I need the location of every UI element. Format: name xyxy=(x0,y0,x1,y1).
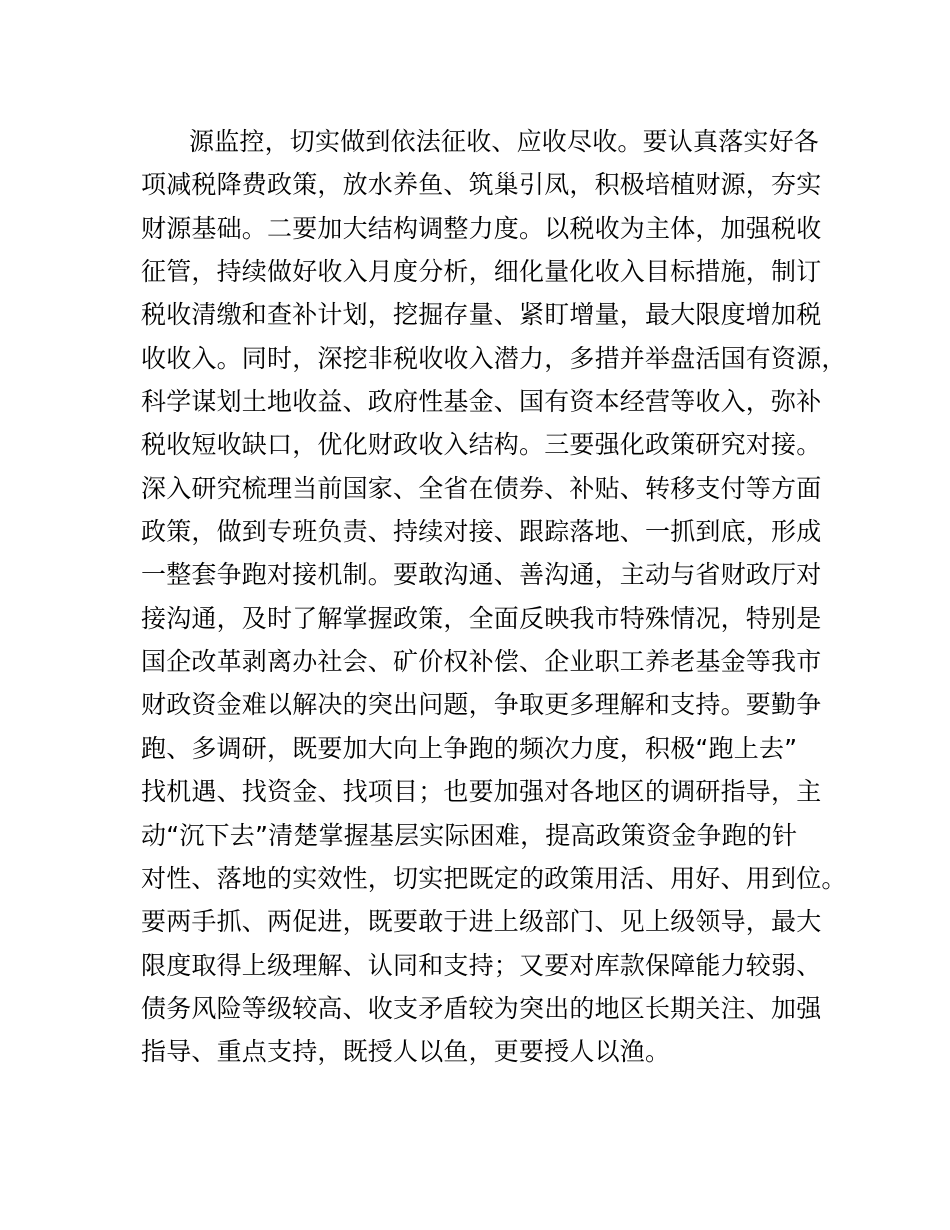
paragraph-line-4: 征管，持续做好收入月度分析，细化量化收入目标措施，制订 xyxy=(141,257,822,287)
paragraph-line-9: 深入研究梳理当前国家、全省在债券、补贴、转移支付等方面 xyxy=(141,473,822,503)
paragraph-line-6: 收收入。同时，深挖非税收收入潜力，多措并举盘活国有资源， xyxy=(141,343,847,373)
paragraph-line-17: 动“沉下去”清楚掌握基层实际困难，提高政策资金争跑的针 xyxy=(141,820,798,850)
paragraph-line-20: 限度取得上级理解、认同和支持；又要对库款保障能力较弱、 xyxy=(141,950,822,980)
paragraph-line-16: 找机遇、找资金、找项目；也要加强对各地区的调研指导，主 xyxy=(141,777,822,807)
paragraph-line-13: 国企改革剥离办社会、矿价权补偿、企业职工养老基金等我市 xyxy=(141,647,822,677)
paragraph-line-15: 跑、多调研，既要加大向上争跑的频次力度，积极“跑上去” xyxy=(141,733,798,763)
paragraph-line-14: 财政资金难以解决的突出问题，争取更多理解和支持。要勤争 xyxy=(141,690,822,720)
paragraph-line-10: 政策，做到专班负责、持续对接、跟踪落地、一抓到底，形成 xyxy=(141,517,822,547)
paragraph-line-7: 科学谋划土地收益、政府性基金、国有资本经营等收入，弥补 xyxy=(141,387,822,417)
paragraph-line-1: 源监控，切实做到依法征收、应收尽收。要认真落实好各 xyxy=(189,127,820,156)
paragraph-line-21: 债务风险等级较高、收支矛盾较为突出的地区长期关注、加强 xyxy=(141,993,822,1023)
paragraph-line-18: 对性、落地的实效性，切实把既定的政策用活、用好、用到位。 xyxy=(141,863,847,893)
paragraph-line-8: 税收短收缺口，优化财政收入结构。三要强化政策研究对接。 xyxy=(141,430,822,460)
paragraph-line-11: 一整套争跑对接机制。要敢沟通、善沟通，主动与省财政厅对 xyxy=(141,560,822,590)
paragraph-line-22: 指导、重点支持，既授人以鱼，更要授人以渔。 xyxy=(141,1037,671,1067)
paragraph-line-2: 项减税降费政策，放水养鱼、筑巢引凤，积极培植财源，夯实 xyxy=(141,170,822,200)
paragraph-line-3: 财源基础。二要加大结构调整力度。以税收为主体，加强税收 xyxy=(141,213,822,243)
paragraph-line-5: 税收清缴和查补计划，挖掘存量、紧盯增量，最大限度增加税 xyxy=(141,300,822,330)
paragraph-line-12: 接沟通，及时了解掌握政策，全面反映我市特殊情况，特别是 xyxy=(141,603,822,633)
paragraph-line-19: 要两手抓、两促进，既要敢于进上级部门、见上级领导，最大 xyxy=(141,907,822,937)
body-paragraph xyxy=(141,120,847,1074)
